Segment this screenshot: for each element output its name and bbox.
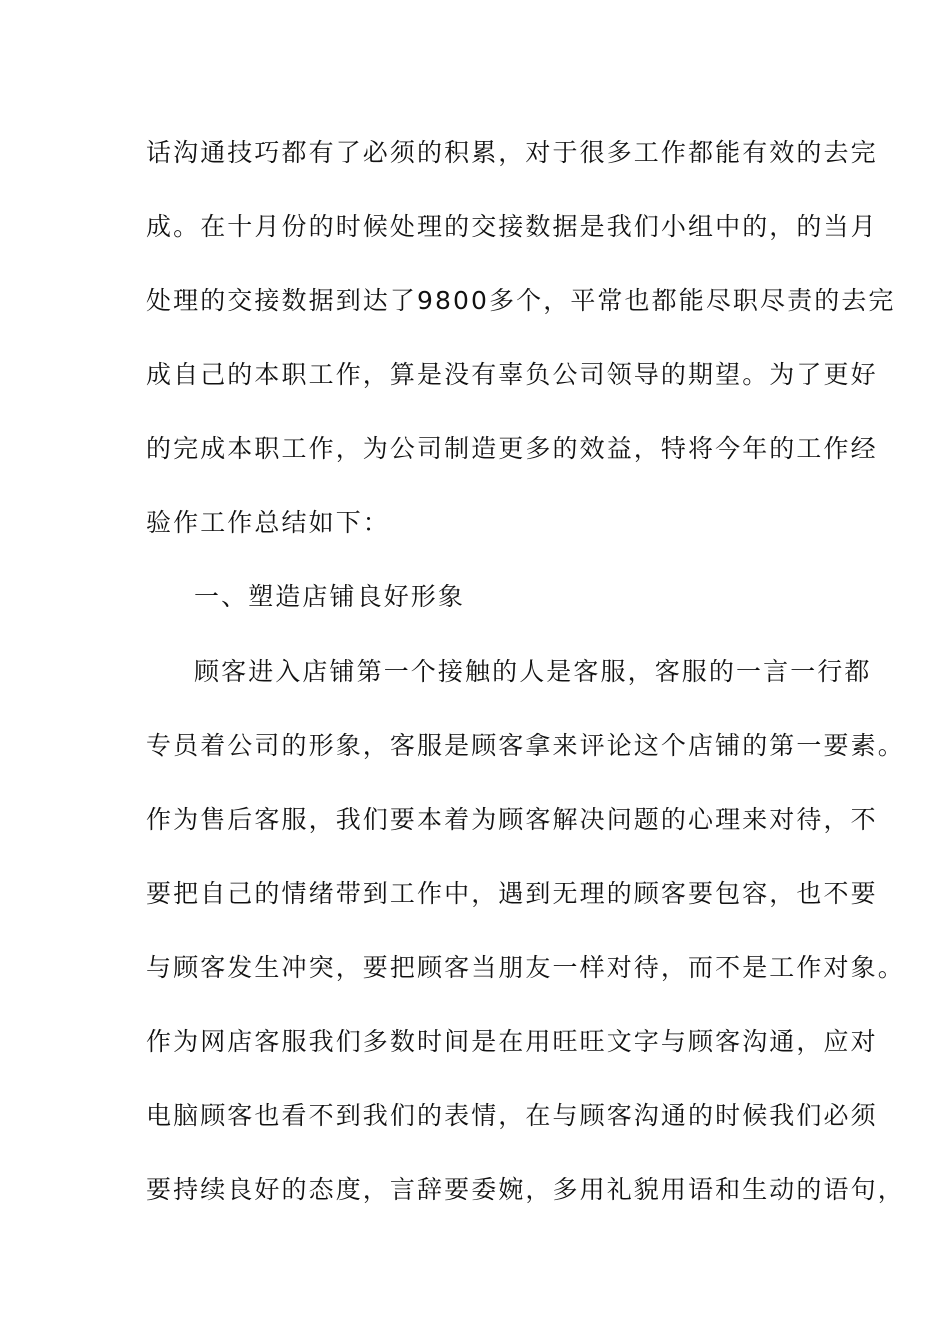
paragraph-line: 与顾客发生冲突，要把顾客当朋友一样对待，而不是工作对象。 [146, 953, 905, 982]
paragraph-line: 作为售后客服，我们要本着为顾客解决问题的心理来对待，不 [146, 805, 878, 834]
paragraph-line: 的完成本职工作，为公司制造更多的效益，特将今年的工作经 [146, 434, 878, 463]
paragraph-line: 验作工作总结如下： [146, 508, 390, 537]
paragraph-line: 专员着公司的形象，客服是顾客拿来评论这个店铺的第一要素。 [146, 731, 905, 760]
paragraph-line: 电脑顾客也看不到我们的表情，在与顾客沟通的时候我们必须 [146, 1101, 878, 1130]
paragraph-line: 顾客进入店铺第一个接触的人是客服，客服的一言一行都 [194, 657, 872, 686]
paragraph-line: 要持续良好的态度，言辞要委婉，多用礼貌用语和生动的语句， [146, 1175, 905, 1204]
paragraph-line: 成自己的本职工作，算是没有辜负公司领导的期望。为了更好 [146, 360, 878, 389]
paragraph-line: 话沟通技巧都有了必须的积累，对于很多工作都能有效的去完 [146, 138, 878, 167]
paragraph-line: 成。在十月份的时候处理的交接数据是我们小组中的，的当月 [146, 212, 878, 241]
paragraph-line: 要把自己的情绪带到工作中，遇到无理的顾客要包容，也不要 [146, 879, 878, 908]
paragraph-line: 作为网店客服我们多数时间是在用旺旺文字与顾客沟通，应对 [146, 1027, 878, 1056]
section-heading: 一、塑造店铺良好形象 [194, 582, 466, 611]
paragraph-line: 处理的交接数据到达了9800多个，平常也都能尽职尽责的去完 [146, 286, 896, 315]
